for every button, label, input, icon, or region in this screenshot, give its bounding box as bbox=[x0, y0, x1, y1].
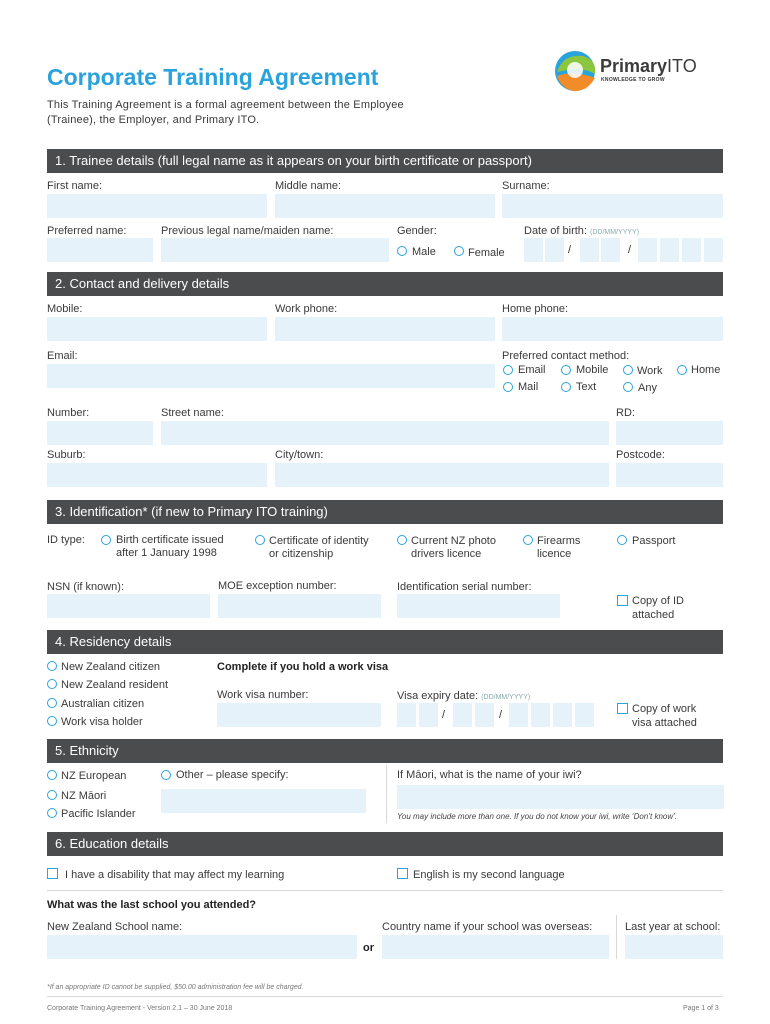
res-au-citizen-label: Australian citizen bbox=[61, 698, 145, 710]
city-label: City/town: bbox=[275, 449, 324, 461]
rd-label: RD: bbox=[616, 407, 635, 419]
work-visa-heading: Complete if you hold a work visa bbox=[217, 661, 389, 673]
home-phone-label: Home phone: bbox=[502, 303, 569, 315]
visa-number-input[interactable] bbox=[217, 703, 381, 727]
contact-email-label: Email bbox=[518, 364, 546, 376]
section-4-header: 4. Residency details bbox=[47, 630, 723, 654]
section-2-header: 2. Contact and delivery details bbox=[47, 272, 723, 296]
copy-visa-label-1: Copy of work bbox=[632, 703, 697, 715]
gender-female-label: Female bbox=[468, 247, 505, 259]
visa-year-3[interactable] bbox=[553, 703, 572, 727]
moe-label: MOE exception number: bbox=[218, 580, 337, 592]
suburb-input[interactable] bbox=[47, 463, 267, 487]
gender-male-radio[interactable] bbox=[397, 246, 407, 256]
rd-input[interactable] bbox=[616, 421, 723, 445]
surname-label: Surname: bbox=[502, 180, 550, 192]
dob-year-2[interactable] bbox=[660, 238, 679, 262]
previous-name-input[interactable] bbox=[161, 238, 389, 262]
res-work-visa-radio[interactable] bbox=[47, 716, 57, 726]
overseas-country-label: Country name if your school was overseas: bbox=[382, 921, 593, 933]
contact-email-radio[interactable] bbox=[503, 365, 513, 375]
dob-day-1[interactable] bbox=[524, 238, 543, 262]
dob-hint: (DD/MM/YYYY) bbox=[590, 229, 640, 236]
id-passport-label: Passport bbox=[632, 535, 676, 547]
dob-day-2[interactable] bbox=[545, 238, 564, 262]
school-divider bbox=[616, 915, 617, 959]
dob-year-3[interactable] bbox=[682, 238, 701, 262]
res-au-citizen-radio[interactable] bbox=[47, 698, 57, 708]
iwi-note: You may include more than one. If you do not know your iwi, write ‘Don’t know’. bbox=[397, 812, 678, 821]
id-birth-cert-radio[interactable] bbox=[101, 535, 111, 545]
contact-mail-label: Mail bbox=[518, 381, 539, 393]
street-label: Street name: bbox=[161, 407, 224, 419]
contact-home-label: Home bbox=[691, 364, 721, 376]
eth-nz-maori-label: NZ Māori bbox=[61, 790, 107, 802]
dob-month-1[interactable] bbox=[580, 238, 599, 262]
eth-other-label: Other – please specify: bbox=[176, 769, 289, 781]
serial-input[interactable] bbox=[397, 594, 560, 618]
dob-label bbox=[524, 225, 639, 237]
preferred-contact-label: Preferred contact method: bbox=[502, 350, 630, 362]
work-phone-input[interactable] bbox=[275, 317, 495, 341]
city-input[interactable] bbox=[275, 463, 609, 487]
mobile-label: Mobile: bbox=[47, 303, 83, 315]
ethnicity-divider bbox=[386, 765, 387, 823]
footer-page-number: Page 1 of 3 bbox=[683, 1005, 719, 1012]
footer-divider bbox=[47, 996, 723, 997]
visa-expiry-label bbox=[397, 690, 530, 702]
contact-any-label: Any bbox=[638, 382, 657, 394]
iwi-input[interactable] bbox=[397, 785, 724, 809]
visa-separator-2: / bbox=[499, 709, 503, 721]
id-firearms-label-2: licence bbox=[537, 548, 572, 560]
intro-text: This Training Agreement is a formal agreement between the Employee (Trainee), the Employer, and Primary ITO. bbox=[47, 99, 404, 126]
nsn-label: NSN (if known): bbox=[47, 581, 125, 593]
street-input[interactable] bbox=[161, 421, 609, 445]
gender-male-label: Male bbox=[412, 246, 436, 258]
res-nz-citizen-radio[interactable] bbox=[47, 661, 57, 671]
visa-year-1[interactable] bbox=[509, 703, 528, 727]
id-licence-radio[interactable] bbox=[397, 535, 407, 545]
nsn-input[interactable] bbox=[47, 594, 210, 618]
preferred-name-label: Preferred name: bbox=[47, 225, 127, 237]
home-phone-input[interactable] bbox=[502, 317, 723, 341]
preferred-name-input[interactable] bbox=[47, 238, 153, 262]
copy-visa-label-2: visa attached bbox=[632, 717, 697, 729]
education-divider bbox=[47, 890, 723, 891]
overseas-country-input[interactable] bbox=[382, 935, 609, 959]
id-birth-cert-label-2: after 1 January 1998 bbox=[116, 547, 217, 559]
eth-nz-european-radio[interactable] bbox=[47, 770, 57, 780]
email-input[interactable] bbox=[47, 364, 495, 388]
last-year-input[interactable] bbox=[625, 935, 723, 959]
postcode-label: Postcode: bbox=[616, 449, 665, 461]
contact-mail-radio[interactable] bbox=[503, 382, 513, 392]
first-name-input[interactable] bbox=[47, 194, 267, 218]
previous-name-label: Previous legal name/maiden name: bbox=[161, 225, 334, 237]
number-label: Number: bbox=[47, 407, 90, 419]
or-label: or bbox=[363, 942, 374, 954]
visa-day-1[interactable] bbox=[397, 703, 416, 727]
id-licence-label-2: drivers licence bbox=[411, 548, 482, 560]
visa-separator-1: / bbox=[442, 709, 446, 721]
gender-female-radio[interactable] bbox=[454, 246, 464, 256]
contact-any-radio[interactable] bbox=[623, 382, 633, 392]
footer-document-version: Corporate Training Agreement - Version 2.1 – 30 June 2018 bbox=[47, 1005, 233, 1012]
logo-name-bold: Primary bbox=[600, 56, 668, 76]
id-passport-radio[interactable] bbox=[617, 535, 627, 545]
serial-label: Identification serial number: bbox=[397, 581, 532, 593]
id-licence-label-1: Current NZ photo bbox=[411, 535, 496, 547]
english-second-checkbox[interactable] bbox=[397, 868, 408, 879]
id-type-label: ID type: bbox=[47, 534, 85, 546]
eth-pacific-label: Pacific Islander bbox=[61, 808, 136, 820]
id-birth-cert-label-1: Birth certificate issued bbox=[116, 534, 224, 546]
dob-month-2[interactable] bbox=[601, 238, 620, 262]
section-6-header: 6. Education details bbox=[47, 832, 723, 856]
email-label: Email: bbox=[47, 350, 78, 362]
section-5-header: 5. Ethnicity bbox=[47, 739, 723, 763]
id-firearms-radio[interactable] bbox=[523, 535, 533, 545]
english-second-label: English is my second language bbox=[413, 869, 565, 881]
dob-label-text: Date of birth: bbox=[524, 225, 587, 237]
visa-month-2[interactable] bbox=[475, 703, 494, 727]
visa-year-2[interactable] bbox=[531, 703, 550, 727]
section-3-header: 3. Identification* (if new to Primary ITO training) bbox=[47, 500, 723, 524]
res-work-visa-label: Work visa holder bbox=[61, 716, 143, 728]
copy-id-label-1: Copy of ID bbox=[632, 595, 684, 607]
first-name-label: First name: bbox=[47, 180, 103, 192]
gender-label: Gender: bbox=[397, 225, 437, 237]
mobile-input[interactable] bbox=[47, 317, 267, 341]
res-nz-resident-label: New Zealand resident bbox=[61, 679, 169, 691]
nz-school-input[interactable] bbox=[47, 935, 357, 959]
contact-work-radio[interactable] bbox=[623, 365, 633, 375]
dob-year-4[interactable] bbox=[704, 238, 723, 262]
contact-mobile-radio[interactable] bbox=[561, 365, 571, 375]
id-certificate-radio[interactable] bbox=[255, 535, 265, 545]
logo-mark-icon bbox=[553, 48, 601, 94]
contact-home-radio[interactable] bbox=[677, 365, 687, 375]
logo-wordmark bbox=[600, 56, 697, 77]
section-1-header: 1. Trainee details (full legal name as it appears on your birth certificate or passport) bbox=[47, 149, 723, 173]
visa-month-1[interactable] bbox=[453, 703, 472, 727]
copy-visa-checkbox[interactable] bbox=[617, 703, 628, 714]
visa-number-label: Work visa number: bbox=[217, 689, 309, 701]
eth-pacific-radio[interactable] bbox=[47, 808, 57, 818]
postcode-input[interactable] bbox=[616, 463, 723, 487]
id-certificate-label-1: Certificate of identity bbox=[269, 535, 369, 547]
page-title: Corporate Training Agreement bbox=[47, 64, 379, 90]
logo-name-light: ITO bbox=[667, 56, 697, 76]
suburb-label: Suburb: bbox=[47, 449, 86, 461]
id-certificate-label-2: or citizenship bbox=[269, 548, 334, 560]
middle-name-label: Middle name: bbox=[275, 180, 342, 192]
visa-expiry-hint: (DD/MM/YYYY) bbox=[481, 694, 531, 701]
dob-separator-1: / bbox=[568, 244, 572, 256]
copy-id-label-2: attached bbox=[632, 609, 675, 621]
dob-separator-2: / bbox=[628, 244, 632, 256]
number-input[interactable] bbox=[47, 421, 153, 445]
res-nz-resident-radio[interactable] bbox=[47, 679, 57, 689]
contact-mobile-label: Mobile bbox=[576, 364, 609, 376]
iwi-question: If Māori, what is the name of your iwi? bbox=[397, 769, 582, 781]
contact-text-radio[interactable] bbox=[561, 382, 571, 392]
logo-tagline: KNOWLEDGE TO GROW bbox=[601, 77, 665, 83]
visa-expiry-label-text: Visa expiry date: bbox=[397, 690, 479, 702]
eth-nz-maori-radio[interactable] bbox=[47, 790, 57, 800]
moe-input[interactable] bbox=[218, 594, 381, 618]
last-year-label: Last year at school: bbox=[625, 921, 721, 933]
contact-work-label: Work bbox=[637, 365, 663, 377]
visa-year-4[interactable] bbox=[575, 703, 594, 727]
eth-other-radio[interactable] bbox=[161, 770, 171, 780]
surname-input[interactable] bbox=[502, 194, 723, 218]
nz-school-label: New Zealand School name: bbox=[47, 921, 183, 933]
middle-name-input[interactable] bbox=[275, 194, 495, 218]
id-firearms-label-1: Firearms bbox=[537, 535, 581, 547]
id-fee-footnote: *If an appropriate ID cannot be supplied, $50.00 administration fee will be charged. bbox=[47, 984, 304, 991]
res-nz-citizen-label: New Zealand citizen bbox=[61, 661, 161, 673]
eth-other-input[interactable] bbox=[161, 789, 366, 813]
contact-text-label: Text bbox=[576, 381, 597, 393]
last-school-question: What was the last school you attended? bbox=[47, 899, 257, 911]
disability-checkbox[interactable] bbox=[47, 868, 58, 879]
eth-nz-european-label: NZ European bbox=[61, 770, 127, 782]
dob-year-1[interactable] bbox=[638, 238, 657, 262]
copy-id-checkbox[interactable] bbox=[617, 595, 628, 606]
work-phone-label: Work phone: bbox=[275, 303, 338, 315]
disability-label: I have a disability that may affect my learning bbox=[65, 869, 285, 881]
visa-day-2[interactable] bbox=[419, 703, 438, 727]
